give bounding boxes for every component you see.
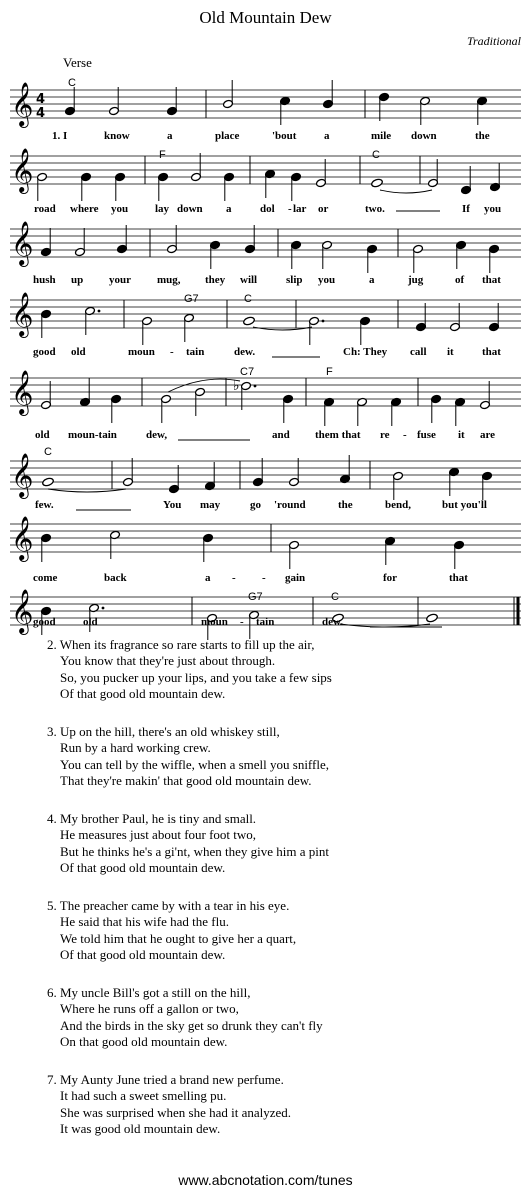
- lyric-syllable: lay: [155, 203, 170, 215]
- verse-line: Of that good old mountain dew.: [60, 859, 226, 875]
- chord-symbol: C7: [240, 366, 255, 378]
- lyric-syllable: tain: [186, 346, 205, 358]
- verse-line: 5. The preacher came by with a tear in his eye.: [47, 898, 290, 913]
- lyric-syllable: your: [109, 274, 131, 286]
- staff-line-8: [10, 589, 521, 640]
- lyric-syllable: you: [111, 203, 129, 215]
- verse-line: He said that his wife had the flu.: [60, 914, 229, 930]
- song-title: Old Mountain Dew: [199, 8, 332, 27]
- lyric-syllable: where: [70, 203, 99, 215]
- lyric-syllable: dol: [260, 203, 275, 215]
- lyric-syllable: bend,: [385, 499, 411, 511]
- composer-credit: Traditional: [466, 34, 521, 48]
- lyric-syllable: and: [272, 429, 290, 441]
- treble-clef-icon: 𝄞: [11, 82, 34, 126]
- verse-7: [47, 1072, 291, 1137]
- chord-symbol: F: [159, 149, 166, 161]
- note-dot: [102, 607, 105, 610]
- time-signature-bottom: 4: [36, 106, 46, 121]
- lyric-syllable: that: [482, 346, 501, 358]
- lyric-syllable: down: [177, 203, 203, 215]
- lyric-syllable: call: [410, 346, 427, 358]
- chord-symbol: C: [244, 293, 252, 305]
- lyric-syllable: a: [205, 572, 211, 584]
- lyric-syllable: -: [240, 616, 244, 628]
- part-label: Verse: [63, 55, 92, 70]
- lyric-syllable: a: [369, 274, 375, 286]
- lyric-syllable: back: [104, 572, 127, 584]
- lyric-syllable: go: [250, 499, 261, 511]
- verse-line: 3. Up on the hill, there's an old whiskey still,: [47, 724, 280, 739]
- lyric-syllable: re: [380, 429, 390, 441]
- lyric-syllable: know: [104, 130, 130, 142]
- lyric-syllable: dew,: [146, 429, 168, 441]
- lyric-syllable: down: [411, 130, 437, 142]
- note-head: [371, 178, 384, 188]
- lyric-syllable: that: [449, 572, 468, 584]
- lyric-syllable: may: [200, 499, 221, 511]
- verse-5: [47, 898, 296, 963]
- verse-line: That they're makin' that good old mountain dew.: [60, 772, 312, 788]
- lyric-syllable: come: [33, 572, 58, 584]
- verse-6: [47, 985, 323, 1050]
- lyric-syllable: a: [324, 130, 330, 142]
- chord-symbol: C: [372, 149, 380, 161]
- lyric-syllable: gain: [285, 572, 306, 584]
- verse-line: Where he runs off a gallon or two,: [60, 1001, 239, 1017]
- lyric-syllable: few.: [35, 499, 54, 511]
- tie-curve: [253, 327, 312, 330]
- verse-line: 7. My Aunty June tried a brand new perfume.: [47, 1072, 284, 1087]
- staff-line-5: [10, 366, 521, 441]
- lyric-syllable: you: [318, 274, 336, 286]
- lyric-syllable: moun: [201, 616, 228, 628]
- lyric-syllable: dew.: [234, 346, 256, 358]
- note-head: [42, 477, 55, 487]
- treble-clef-icon: 𝄞: [11, 148, 34, 192]
- lyric-syllable: for: [383, 572, 398, 584]
- tie-curve: [380, 190, 432, 193]
- verse-2: [47, 637, 332, 702]
- treble-clef-icon: 𝄞: [11, 221, 34, 265]
- treble-clef-icon: 𝄞: [11, 453, 34, 497]
- lyric-syllable: moun-tain: [68, 429, 117, 441]
- verse-line: It had such a sweet smelling pu.: [60, 1088, 227, 1104]
- note-dot: [322, 320, 325, 323]
- treble-clef-icon: 𝄞: [11, 292, 34, 336]
- lyric-syllable: a: [167, 130, 173, 142]
- lyric-syllable: that: [482, 274, 501, 286]
- lyric-syllable: two.: [365, 203, 385, 215]
- verse-line: You know that they're just about through.: [60, 653, 276, 669]
- verse-line: You can tell by the wiffle, when a smell you sniffle,: [60, 756, 329, 772]
- note-dot: [98, 310, 101, 313]
- lyric-syllable: dew.: [322, 616, 344, 628]
- staff-line-1: [10, 77, 521, 142]
- lyric-syllable: lar: [293, 203, 307, 215]
- staff-line-3: [10, 221, 521, 286]
- lyric-syllable: you: [484, 203, 502, 215]
- lyric-syllable: or: [318, 203, 329, 215]
- tie-curve: [48, 489, 126, 492]
- lyric-syllable: -: [288, 203, 292, 215]
- lyric-syllable: good: [33, 346, 56, 358]
- verse-4: [47, 811, 329, 876]
- staff-line-7: [10, 516, 521, 584]
- lyric-syllable: good: [33, 616, 56, 628]
- lyric-syllable: 1. I: [52, 130, 68, 142]
- lyric-syllable: mug,: [157, 274, 181, 286]
- chord-symbol: F: [326, 366, 333, 378]
- note-head: [243, 316, 256, 326]
- lyric-syllable: it: [447, 346, 454, 358]
- lyric-syllable: -: [262, 572, 266, 584]
- lyric-syllable: road: [34, 203, 56, 215]
- lyric-syllable: the: [338, 499, 353, 511]
- lyric-syllable: old: [35, 429, 50, 441]
- lyric-syllable: fuse: [417, 429, 436, 441]
- chord-symbol: C: [331, 591, 339, 603]
- lyric-syllable: hush: [33, 274, 56, 286]
- verse-line: 6. My uncle Bill's got a still on the hill,: [47, 985, 251, 1000]
- verse-line: But he thinks he's a gi'nt, when they give him a pint: [60, 843, 329, 859]
- lyric-syllable: the: [475, 130, 490, 142]
- lyric-syllable: old: [71, 346, 86, 358]
- lyric-syllable: You: [163, 499, 182, 511]
- lyric-syllable: 'bout: [272, 130, 297, 142]
- lyric-syllable: 'round: [274, 499, 306, 511]
- chord-symbol: G7: [184, 293, 199, 305]
- verse-line: Of that good old mountain dew.: [60, 946, 226, 962]
- verse-line: We told him that he ought to give her a quart,: [60, 930, 297, 946]
- treble-clef-icon: 𝄞: [11, 589, 34, 633]
- lyric-syllable: they: [205, 274, 226, 286]
- verse-line: On that good old mountain dew.: [60, 1033, 228, 1049]
- lyric-syllable: old: [83, 616, 98, 628]
- verse-line: 2. When its fragrance so rare starts to fill up the air,: [47, 637, 315, 652]
- lyric-syllable: Ch: They: [343, 346, 388, 358]
- lyric-syllable: it: [458, 429, 465, 441]
- treble-clef-icon: 𝄞: [11, 370, 34, 414]
- staff-line-4: [10, 292, 521, 358]
- lyric-syllable: -: [232, 572, 236, 584]
- verse-line: So, you pucker up your lips, and you take a few sips: [60, 669, 332, 685]
- verse-line: 4. My brother Paul, he is tiny and small.: [47, 811, 257, 826]
- lyric-syllable: slip: [286, 274, 303, 286]
- verse-3: [47, 724, 329, 789]
- chord-symbol: G7: [248, 591, 263, 603]
- verse-line: He measures just about four foot two,: [60, 827, 257, 843]
- lyric-syllable: are: [480, 429, 496, 441]
- time-signature-top: 4: [36, 92, 46, 107]
- lyric-syllable: of: [455, 274, 465, 286]
- lyric-syllable: will: [240, 274, 258, 286]
- verse-line: She was surprised when she had it analyzed.: [60, 1104, 292, 1120]
- lyric-syllable: up: [71, 274, 84, 286]
- lyric-syllable: -: [403, 429, 407, 441]
- lyric-syllable: but you'll: [442, 499, 487, 511]
- verse-line: It was good old mountain dew.: [60, 1120, 221, 1136]
- note-dot: [254, 385, 257, 388]
- lyric-syllable: a: [226, 203, 232, 215]
- footer-url[interactable]: www.abcnotation.com/tunes: [178, 1172, 353, 1188]
- lyric-syllable: place: [215, 130, 240, 142]
- verse-line: And the birds in the sky get so drunk they can't fly: [60, 1017, 323, 1033]
- staff-line-6: [10, 446, 521, 511]
- chord-symbol: C: [44, 446, 52, 458]
- note-head: [426, 613, 439, 623]
- staff-line-2: [10, 148, 521, 215]
- chord-symbol: C: [68, 77, 76, 89]
- lyric-syllable: them that: [315, 429, 361, 441]
- flat-sign-icon: ♭: [233, 378, 240, 394]
- lyric-syllable: moun: [128, 346, 155, 358]
- lyric-syllable: jug: [408, 274, 424, 286]
- lyric-syllable: tain: [256, 616, 275, 628]
- lyric-syllable: -: [170, 346, 174, 358]
- ties-and-extenders: [48, 190, 442, 627]
- treble-clef-icon: 𝄞: [11, 516, 34, 560]
- verse-line: Run by a hard working crew.: [60, 740, 211, 756]
- lyric-syllable: mile: [371, 130, 392, 142]
- lyric-syllable: If: [462, 203, 470, 215]
- verse-line: Of that good old mountain dew.: [60, 685, 226, 701]
